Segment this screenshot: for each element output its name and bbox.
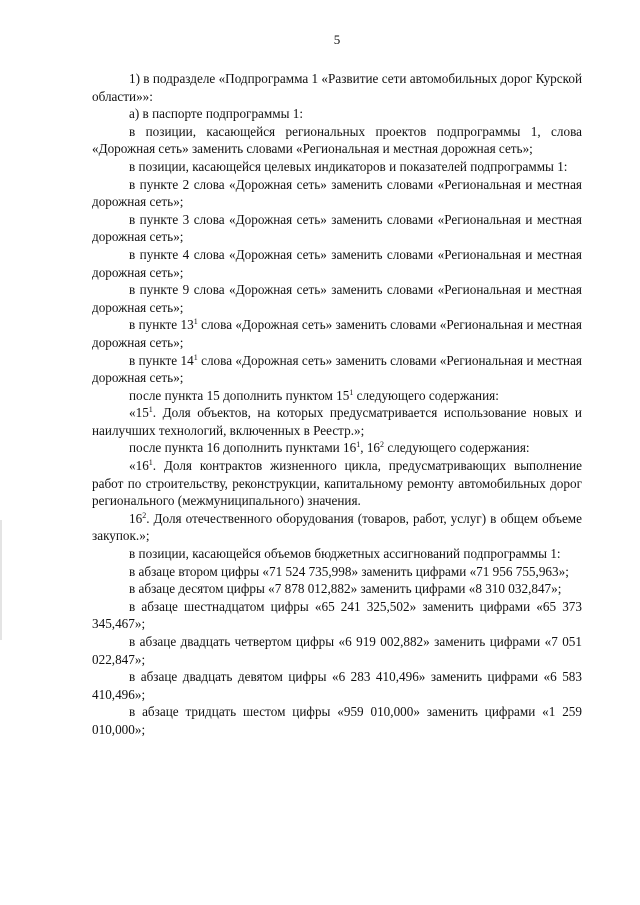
paragraph: в пункте 3 слова «Дорожная сеть» заменить словами «Региональная и местная дорожная сеть»; <box>92 211 582 245</box>
paragraph: в абзаце тридцать шестом цифры «959 010,000» заменить цифрами «1 259 010,000»; <box>92 704 582 737</box>
paragraph: а) в паспорте подпрограммы 1: <box>129 106 303 122</box>
superscript: 1 <box>356 440 361 450</box>
paragraph: в абзаце втором цифры «71 524 735,998» заменить цифрами «71 956 755,963»; <box>129 563 569 579</box>
superscript: 2 <box>142 510 147 520</box>
superscript: 1 <box>148 405 153 415</box>
text-run: следующего содержания: <box>353 387 499 403</box>
paragraph: в абзаце шестнадцатом цифры «65 241 325,502» заменить цифрами «65 373 345,467»; <box>92 598 582 632</box>
paragraph <box>92 352 582 387</box>
paragraph: в абзаце двадцать девятом цифры «6 283 410,496» заменить цифрами «6 583 410,496»; <box>92 669 582 702</box>
superscript: 1 <box>193 317 198 327</box>
document-body <box>92 70 582 739</box>
text-run: «15 <box>129 405 149 421</box>
paragraph: в позиции, касающейся целевых индикаторов и показателей подпрограммы 1: <box>129 158 568 174</box>
page-number: 5 <box>333 32 341 47</box>
text-run: после пункта 16 дополнить пунктами 16 <box>129 440 357 456</box>
text-run: после пункта 15 дополнить пунктом 15 <box>129 387 350 403</box>
paragraph: в позиции, касающейся объемов бюджетных ассигнований подпрограммы 1: <box>129 546 561 562</box>
text-run: следующего содержания: <box>384 440 530 456</box>
paragraph <box>92 387 582 405</box>
paragraph: в абзаце десятом цифры «7 878 012,882» заменить цифрами «8 310 032,847»; <box>129 581 562 597</box>
paragraph <box>92 404 582 439</box>
superscript: 1 <box>193 352 198 362</box>
paragraph <box>92 316 582 351</box>
text-run: . Доля отечественного оборудования (товаров, работ, услуг) в общем объеме закупок.»; <box>92 510 582 544</box>
superscript: 1 <box>349 387 354 397</box>
paragraph: в позиции, касающейся региональных проектов подпрограммы 1, слова «Дорожная сеть» заменить словами «Региональная и местная дорожная сеть»; <box>92 123 582 157</box>
text-run: «16 <box>129 458 149 474</box>
paragraph: в пункте 2 слова «Дорожная сеть» заменить словами «Региональная и местная дорожная сеть»; <box>92 176 582 210</box>
text-run: . Доля объектов, на которых предусматривается использование новых и наилучших технологий, включенных в Реестр.»; <box>92 405 582 438</box>
paragraph: 1) в подразделе «Подпрограмма 1 «Развитие сети автомобильных дорог Курской области»»: <box>92 71 582 104</box>
text-run: в пункте 14 <box>129 352 194 368</box>
scan-edge-mark <box>0 520 2 640</box>
text-run: в пункте 13 <box>129 317 194 333</box>
paragraph <box>92 510 582 545</box>
text-run: , 16 <box>360 440 381 456</box>
text-run: слова «Дорожная сеть» заменить словами «Региональная и местная дорожная сеть»; <box>92 317 582 350</box>
paragraph: в пункте 4 слова «Дорожная сеть» заменить словами «Региональная и местная дорожная сеть»; <box>92 246 582 280</box>
paragraph <box>92 457 582 510</box>
text-run: 16 <box>129 510 143 526</box>
paragraph <box>92 439 582 457</box>
superscript: 2 <box>380 440 385 450</box>
text-run: слова «Дорожная сеть» заменить словами «Региональная и местная дорожная сеть»; <box>92 352 582 386</box>
paragraph: в пункте 9 слова «Дорожная сеть» заменить словами «Региональная и местная дорожная сеть»; <box>92 282 582 315</box>
paragraph: в абзаце двадцать четвертом цифры «6 919 002,882» заменить цифрами «7 051 022,847»; <box>92 634 582 667</box>
text-run: . Доля контрактов жизненного цикла, предусматривающих выполнение работ по строительству, реконструкции, капитальному ремонту автомобильных дорог регионального (межмуниципального) значения. <box>92 458 582 509</box>
superscript: 1 <box>148 458 153 468</box>
